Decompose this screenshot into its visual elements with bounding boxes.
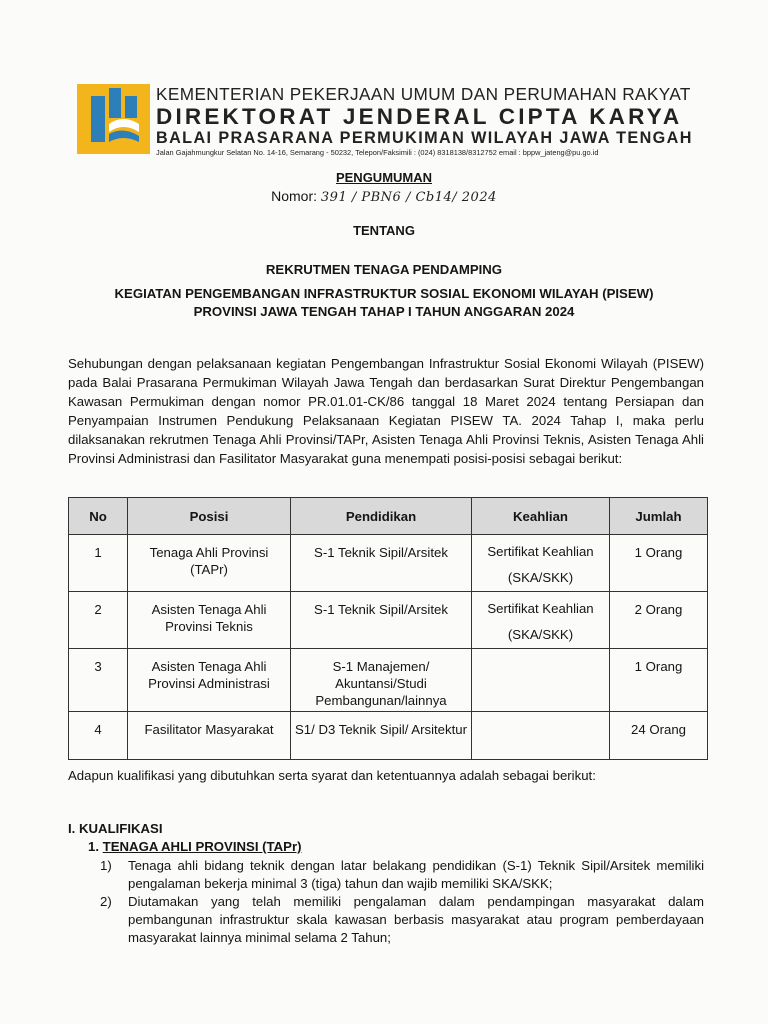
cell-pendidikan: S-1 Teknik Sipil/Arsitek [291, 535, 472, 592]
cell-pendidikan: S-1 Manajemen/ Akuntansi/Studi Pembangunan/lainnya [291, 649, 472, 712]
table-row [69, 535, 708, 592]
cell-no: 4 [69, 712, 128, 760]
pupr-logo-icon [77, 84, 150, 154]
cell-jumlah: 2 Orang [610, 592, 708, 649]
cell-posisi: Fasilitator Masyarakat [128, 712, 291, 760]
cell-keahlian: Sertifikat Keahlian (SKA/SKK) [472, 592, 610, 649]
heading-activity: KEGIATAN PENGEMBANGAN INFRASTRUKTUR SOSIAL EKONOMI WILAYAH (PISEW) [114, 286, 654, 301]
cell-keahlian: Sertifikat Keahlian (SKA/SKK) [472, 535, 610, 592]
list-item-number: 1) [100, 858, 112, 873]
table-row [69, 712, 708, 760]
cell-no: 1 [69, 535, 128, 592]
list-item-text: Tenaga ahli bidang teknik dengan latar belakang pendidikan (S-1) Teknik Sipil/Arsitek memiliki pengalaman bekerja minimal 3 (tiga) tahun dan wajib memiliki SKA/SKK; [128, 858, 704, 891]
cell-posisi: Tenaga Ahli Provinsi (TAPr) [128, 535, 291, 592]
cell-pendidikan: S1/ D3 Teknik Sipil/ Arsitektur [291, 712, 472, 760]
cell-posisi: Asisten Tenaga Ahli Provinsi Administrasi [128, 649, 291, 712]
heading-province: PROVINSI JAWA TENGAH TAHAP I TAHUN ANGGARAN 2024 [193, 304, 575, 319]
directorate-name: DIREKTORAT JENDERAL CIPTA KARYA [156, 104, 683, 129]
about-label: TENTANG [353, 223, 415, 238]
cell-pendidikan: S-1 Teknik Sipil/Arsitek [291, 592, 472, 649]
heading-recruitment: REKRUTMEN TENAGA PENDAMPING [265, 262, 503, 277]
cell-jumlah: 24 Orang [610, 712, 708, 760]
cell-posisi: Asisten Tenaga Ahli Provinsi Teknis [128, 592, 291, 649]
section-title: I. KUALIFIKASI [68, 821, 163, 836]
header-keahlian: Keahlian [472, 498, 610, 535]
qualification-intro: Adapun kualifikasi yang dibutuhkan serta syarat dan ketentuannya adalah sebagai berikut: [68, 768, 596, 783]
list-item [100, 857, 704, 893]
office-address: Jalan Gajahmungkur Selatan No. 14-16, Semarang - 50232, Telepon/Faksimili : (024) 8318138/8312752 email : bppw_jateng@pu.go.id [156, 148, 599, 157]
list-item-text: Diutamakan yang telah memiliki pengalaman dalam pendampingan masyarakat dalam pembangunan infrastruktur skala kawasan berbasis masyarakat atau program pemberdayaan masyarakat lainnya minimal selama 2 Tahun; [128, 894, 704, 945]
header-no: No [69, 498, 128, 535]
announcement-title-wrap [0, 170, 768, 185]
positions-table [68, 497, 708, 760]
header-jumlah: Jumlah [610, 498, 708, 535]
announcement-title: PENGUMUMAN [335, 170, 433, 185]
announcement-number [0, 188, 768, 205]
subsection-title: TENAGA AHLI PROVINSI (TAPr) [102, 839, 302, 854]
handwritten-number: 391 / PBN6 / Cb14/ 2024 [320, 190, 497, 205]
cell-jumlah: 1 Orang [610, 649, 708, 712]
subsection-heading [88, 839, 301, 854]
list-item-number: 2) [100, 894, 112, 909]
list-item [100, 893, 704, 947]
ministry-name: KEMENTERIAN PEKERJAAN UMUM DAN PERUMAHAN RAKYAT [156, 84, 691, 104]
number-label: Nomor: [271, 188, 318, 204]
table-row [69, 592, 708, 649]
office-name: BALAI PRASARANA PERMUKIMAN WILAYAH JAWA TENGAH [156, 129, 693, 147]
cell-no: 3 [69, 649, 128, 712]
subsection-number: 1. [88, 839, 99, 854]
cell-keahlian [472, 649, 610, 712]
letterhead [156, 84, 716, 158]
table-header-row [69, 498, 708, 535]
cell-no: 2 [69, 592, 128, 649]
cell-keahlian [472, 712, 610, 760]
cell-jumlah: 1 Orang [610, 535, 708, 592]
intro-paragraph: Sehubungan dengan pelaksanaan kegiatan Pengembangan Infrastruktur Sosial Ekonomi Wilayah (PISEW) pada Balai Prasarana Permukiman Wilayah Jawa Tengah dan berdasarkan Surat Direktur Pengembangan Kawasan Permukiman dengan nomor PR.01.01-CK/86 tanggal 18 Maret 2024 tentang Persiapan dan Penyampaian Instrumen Pendukung Pelaksanaan Kegiatan PISEW TA. 2024 Tahap I, maka perlu dilaksanakan rekrutmen Tenaga Ahli Provinsi/TAPr, Asisten Tenaga Ahli Provinsi Teknis, Asisten Tenaga Ahli Provinsi Administrasi dan Fasilitator Masyarakat guna menempati posisi-posisi sebagai berikut: [68, 356, 704, 466]
header-pendidikan: Pendidikan [291, 498, 472, 535]
table-row [69, 649, 708, 712]
header-posisi: Posisi [128, 498, 291, 535]
